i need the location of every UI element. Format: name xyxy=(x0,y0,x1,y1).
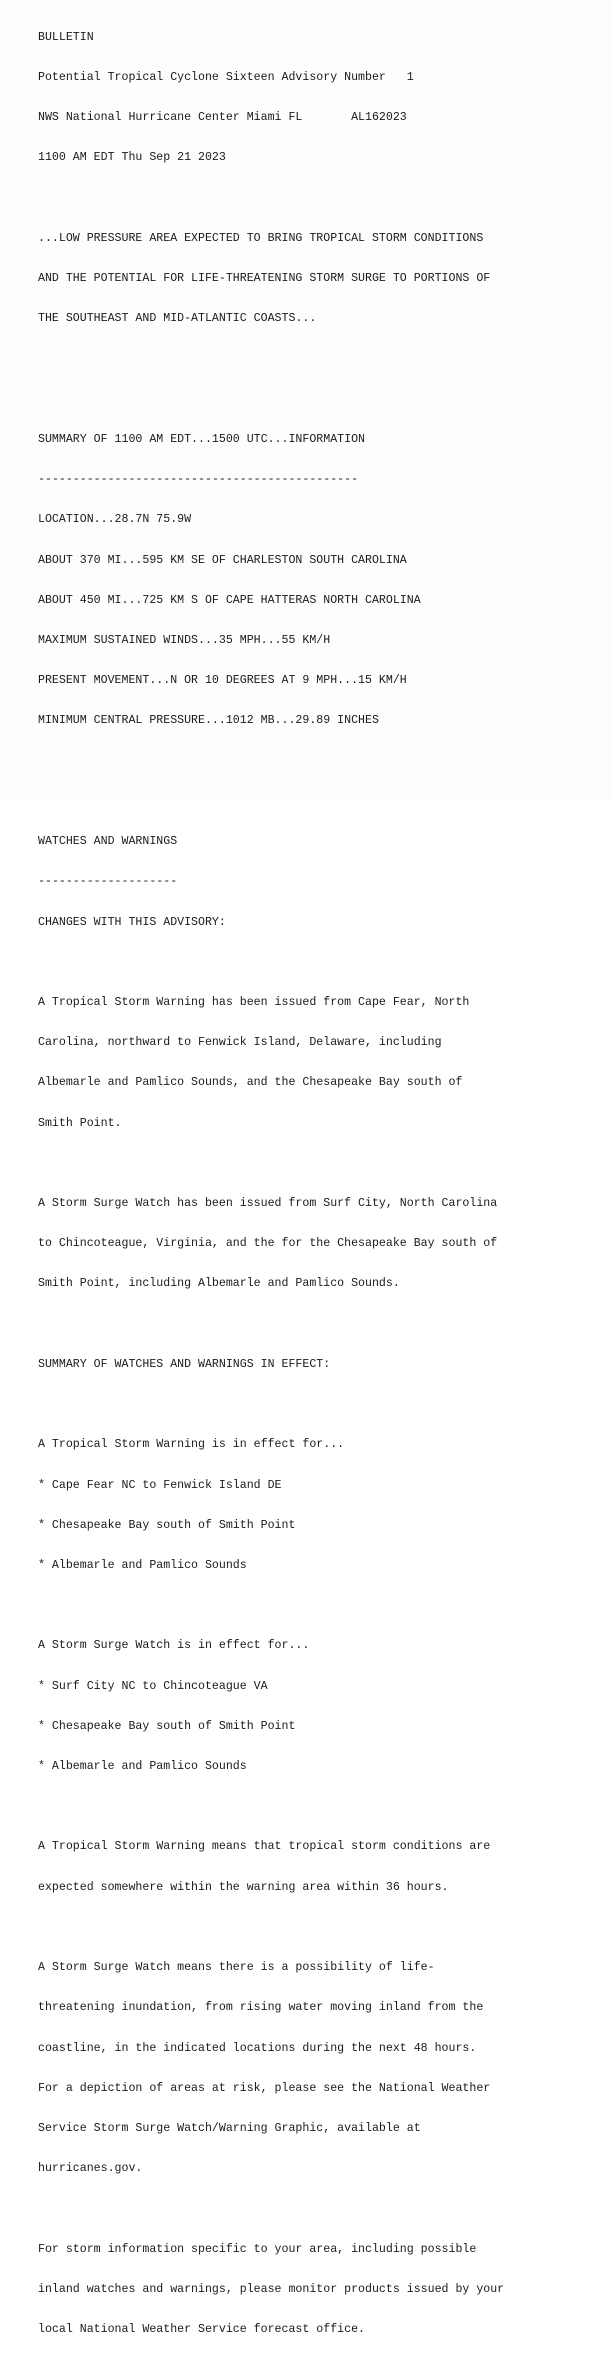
tsw-effect-line: A Tropical Storm Warning is in effect for... xyxy=(38,1438,345,1452)
changes-heading: CHANGES WITH THIS ADVISORY: xyxy=(38,915,226,929)
bulletin-label: BULLETIN xyxy=(38,30,94,44)
blank-line xyxy=(38,192,504,205)
headline-line: ...LOW PRESSURE AREA EXPECTED TO BRING TROPICAL STORM CONDITIONS xyxy=(38,231,484,245)
winds-line: MAXIMUM SUSTAINED WINDS...35 MPH...55 KM/H xyxy=(38,634,331,648)
local-info-line: inland watches and warnings, please monitor products issued by your xyxy=(38,2282,505,2296)
local-info-line: local National Weather Service forecast office. xyxy=(38,2323,365,2337)
blank-line xyxy=(38,353,504,366)
ssw-issued-line: Smith Point, including Albemarle and Pamlico Sounds. xyxy=(38,1277,400,1291)
tsw-means-line: A Tropical Storm Warning means that tropical storm conditions are xyxy=(38,1840,491,1854)
blank-line xyxy=(38,795,504,808)
location-line: LOCATION...28.7N 75.9W xyxy=(38,513,192,527)
headline-line: THE SOUTHEAST AND MID-ATLANTIC COASTS... xyxy=(38,312,317,326)
ssw-means-line: A Storm Surge Watch means there is a possibility of life- xyxy=(38,1961,435,1975)
ssw-effect-line: A Storm Surge Watch is in effect for... xyxy=(38,1639,310,1653)
blank-line xyxy=(38,1921,504,1934)
issue-time: 1100 AM EDT Thu Sep 21 2023 xyxy=(38,151,226,165)
tsw-issued-line: Smith Point. xyxy=(38,1116,122,1130)
watches-rule: -------------------- xyxy=(38,875,178,889)
summary-title: SUMMARY OF 1100 AM EDT...1500 UTC...INFORMATION xyxy=(38,432,365,446)
advisory-title: Potential Tropical Cyclone Sixteen Advisory Number 1 xyxy=(38,71,414,85)
advisory-text xyxy=(38,4,504,2363)
tsw-issued-line: Carolina, northward to Fenwick Island, Delaware, including xyxy=(38,1036,442,1050)
pressure-line: MINIMUM CENTRAL PRESSURE...1012 MB...29.89 INCHES xyxy=(38,714,379,728)
blank-line xyxy=(38,1800,504,1813)
in-effect-heading: SUMMARY OF WATCHES AND WARNINGS IN EFFECT: xyxy=(38,1357,331,1371)
ssw-means-line: hurricanes.gov. xyxy=(38,2162,143,2176)
ssw-area-item: * Surf City NC to Chincoteague VA xyxy=(38,1679,268,1693)
blank-line xyxy=(38,956,504,969)
tsw-area-item: * Chesapeake Bay south of Smith Point xyxy=(38,1518,296,1532)
distance-line: ABOUT 370 MI...595 KM SE OF CHARLESTON SOUTH CAROLINA xyxy=(38,553,407,567)
summary-rule: ---------------------------------------------- xyxy=(38,473,359,487)
ssw-issued-line: A Storm Surge Watch has been issued from Surf City, North Carolina xyxy=(38,1197,498,1211)
ssw-area-item: * Chesapeake Bay south of Smith Point xyxy=(38,1719,296,1733)
blank-line xyxy=(38,1398,504,1411)
tsw-area-item: * Albemarle and Pamlico Sounds xyxy=(38,1558,247,1572)
blank-line xyxy=(38,1157,504,1170)
ssw-issued-line: to Chincoteague, Virginia, and the for the Chesapeake Bay south of xyxy=(38,1237,498,1251)
ssw-means-line: Service Storm Surge Watch/Warning Graphic, available at xyxy=(38,2122,421,2135)
movement-line: PRESENT MOVEMENT...N OR 10 DEGREES AT 9 MPH...15 KM/H xyxy=(38,674,407,688)
ssw-means-line: coastline, in the indicated locations during the next 48 hours. xyxy=(38,2041,477,2055)
issuing-office: NWS National Hurricane Center Miami FL AL162023 xyxy=(38,111,407,125)
distance-line: ABOUT 450 MI...725 KM S OF CAPE HATTERAS NORTH CAROLINA xyxy=(38,593,421,607)
headline-line: AND THE POTENTIAL FOR LIFE-THREATENING STORM SURGE TO PORTIONS OF xyxy=(38,272,491,286)
ssw-area-item: * Albemarle and Pamlico Sounds xyxy=(38,1760,247,1774)
ssw-means-line: For a depiction of areas at risk, please see the National Weather xyxy=(38,2081,491,2095)
tsw-issued-line: Albemarle and Pamlico Sounds, and the Chesapeake Bay south of xyxy=(38,1076,463,1090)
blank-line xyxy=(38,1318,504,1331)
local-info-line: For storm information specific to your area, including possible xyxy=(38,2242,477,2256)
blank-line xyxy=(38,755,504,768)
tsw-area-item: * Cape Fear NC to Fenwick Island DE xyxy=(38,1478,282,1492)
blank-line xyxy=(38,1599,504,1612)
blank-line xyxy=(38,393,504,406)
tsw-means-line: expected somewhere within the warning area within 36 hours. xyxy=(38,1880,449,1894)
ssw-means-line: threatening inundation, from rising water moving inland from the xyxy=(38,2001,484,2015)
watches-title: WATCHES AND WARNINGS xyxy=(38,835,178,849)
blank-line xyxy=(38,2202,504,2215)
tsw-issued-line: A Tropical Storm Warning has been issued from Cape Fear, North xyxy=(38,995,470,1009)
